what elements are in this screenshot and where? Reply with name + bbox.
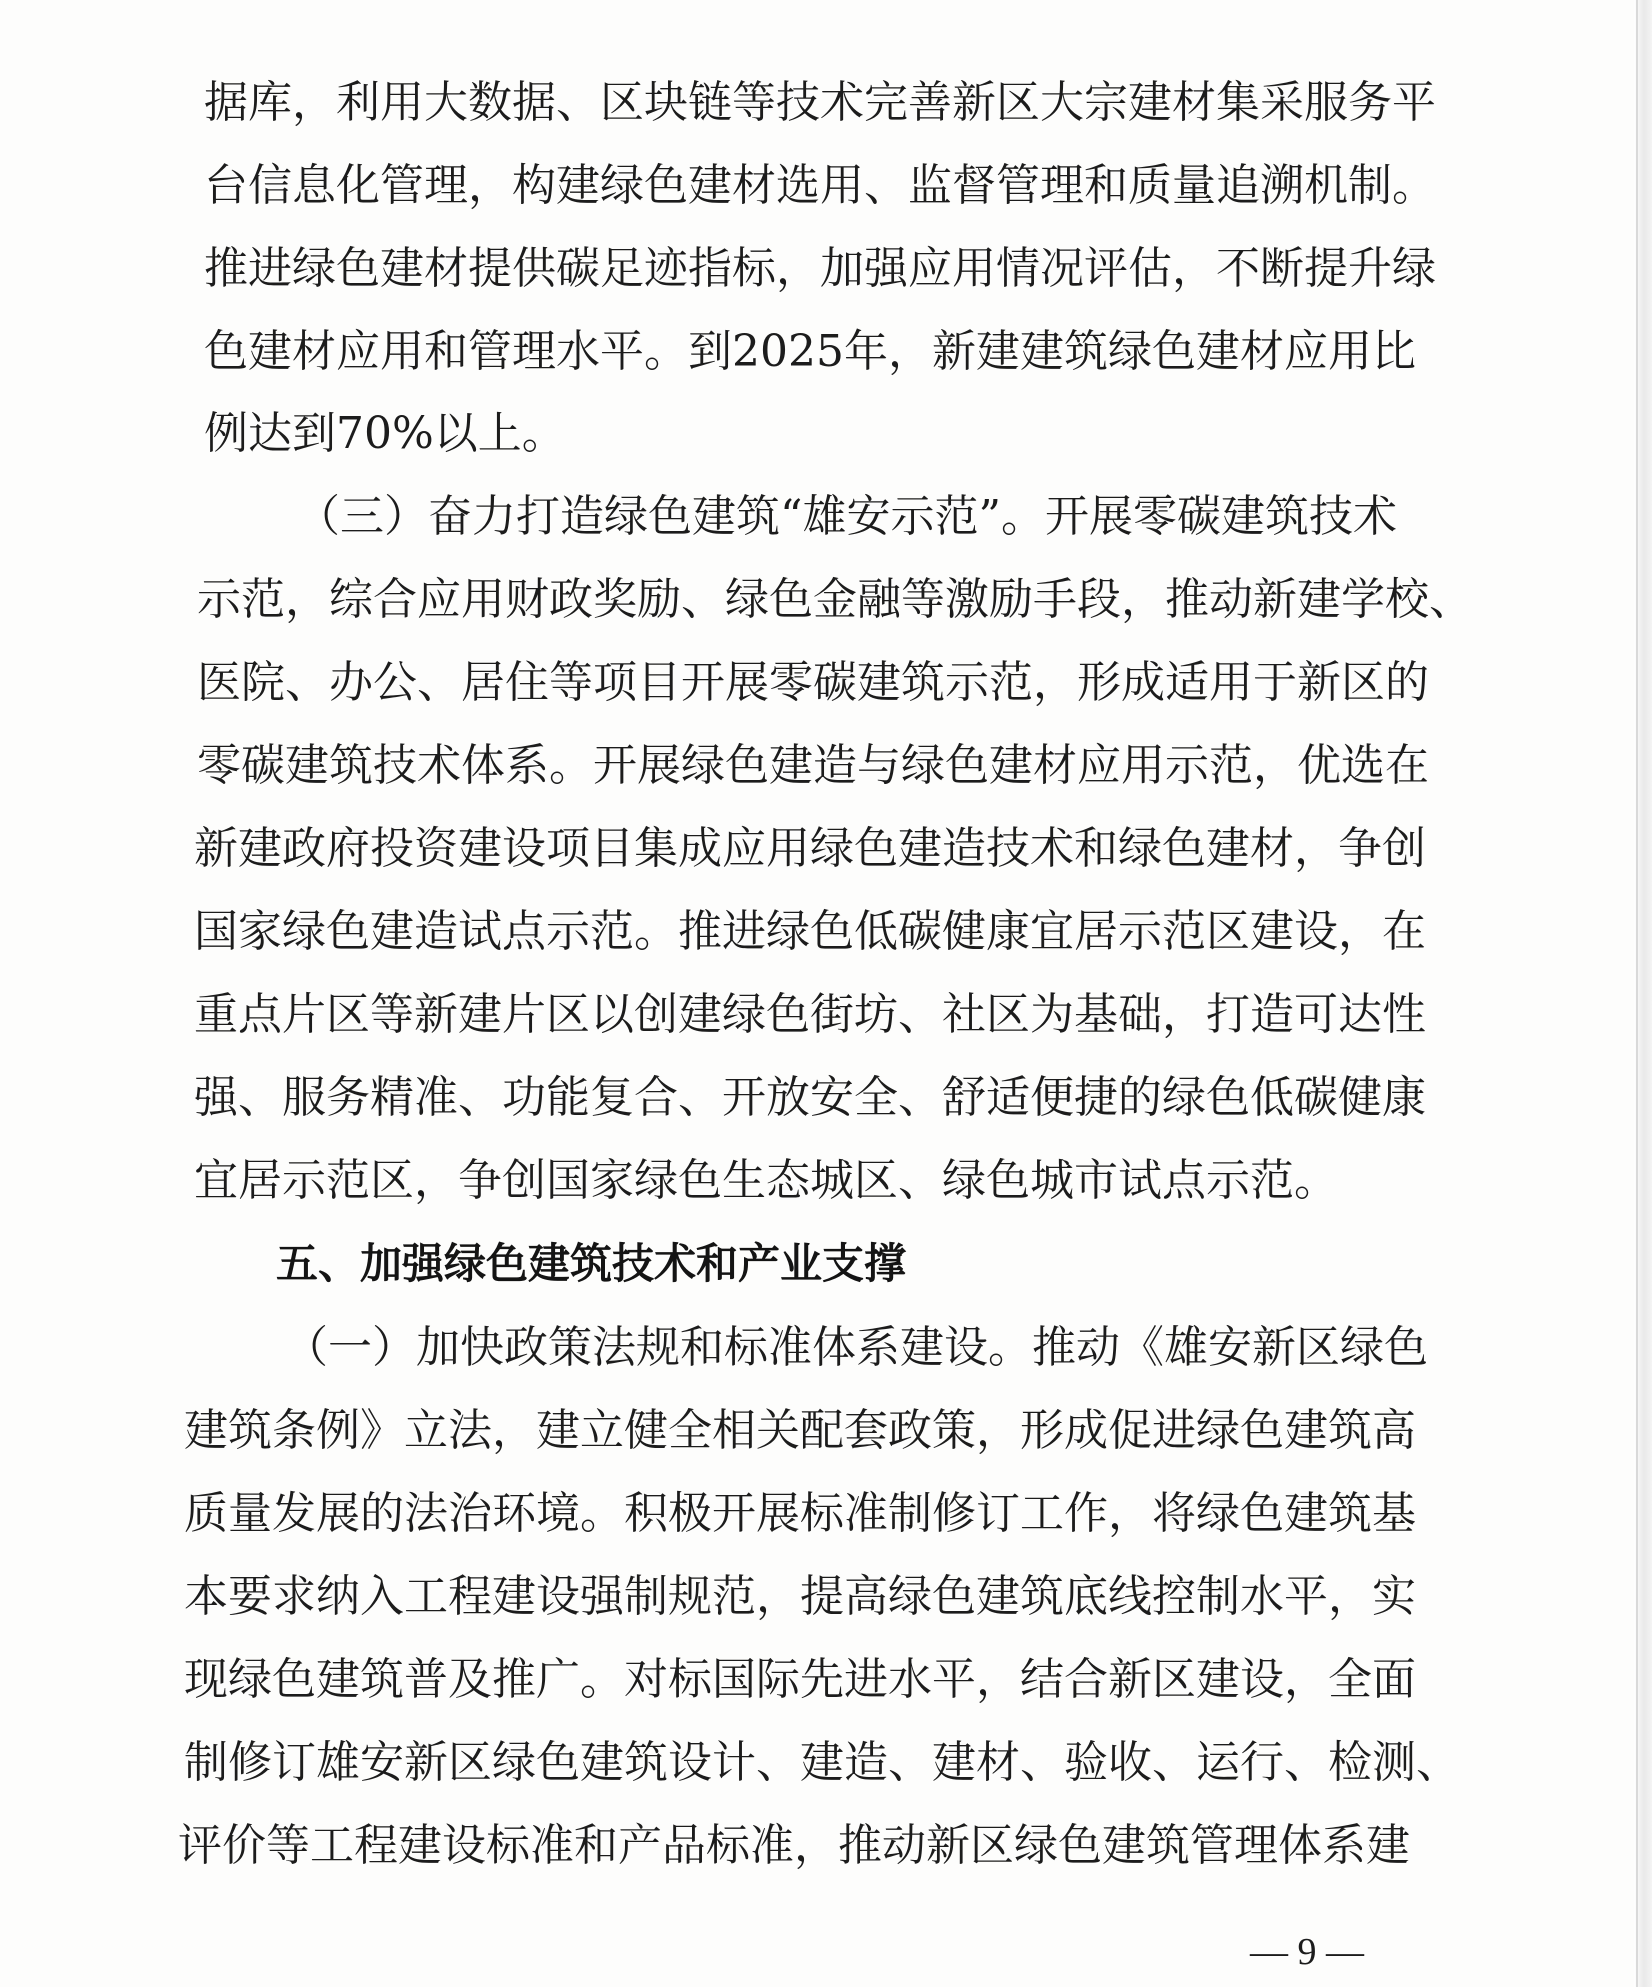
- text-line: 国家绿色建造试点示范。推进绿色低碳健康宜居示范区建设，在: [194, 906, 1426, 957]
- text-line: 本要求纳入工程建设强制规范，提高绿色建筑底线控制水平，实: [184, 1571, 1416, 1622]
- text-line: 例达到70%以上。: [204, 408, 566, 459]
- text-line: 宜居示范区，争创国家绿色生态城区、绿色城市试点示范。: [194, 1155, 1338, 1206]
- text-line: 台信息化管理，构建绿色建材选用、监督管理和质量追溯机制。: [204, 160, 1436, 211]
- text-line: 质量发展的法治环境。积极开展标准制修订工作，将绿色建筑基: [184, 1488, 1416, 1539]
- text-line: 零碳建筑技术体系。开展绿色建造与绿色建材应用示范，优选在: [197, 740, 1429, 791]
- text-line: 新建政府投资建设项目集成应用绿色建造技术和绿色建材，争创: [194, 823, 1426, 874]
- section-heading-3: （三）奋力打造绿色建筑“雄安示范”。开展零碳建筑技术: [296, 491, 1397, 542]
- text-line: 色建材应用和管理水平。到2025年，新建建筑绿色建材应用比: [204, 326, 1416, 377]
- page-number: — 9 —: [1250, 1931, 1364, 1973]
- text-line: 现绿色建筑普及推广。对标国际先进水平，结合新区建设，全面: [184, 1654, 1416, 1705]
- text-line: 重点片区等新建片区以创建绿色街坊、社区为基础，打造可达性: [194, 989, 1426, 1040]
- section-heading-1: （一）加快政策法规和标准体系建设。推动《雄安新区绿色: [284, 1322, 1428, 1373]
- text-line: 强、服务精准、功能复合、开放安全、舒适便捷的绿色低碳健康: [194, 1072, 1426, 1123]
- text-line: 建筑条例》立法，建立健全相关配套政策，形成促进绿色建筑高: [184, 1405, 1416, 1456]
- text-line: 医院、办公、居住等项目开展零碳建筑示范，形成适用于新区的: [197, 657, 1429, 708]
- text-line: 示范，综合应用财政奖励、绿色金融等激励手段，推动新建学校、: [197, 574, 1473, 625]
- text-line: 推进绿色建材提供碳足迹指标，加强应用情况评估，不断提升绿: [204, 243, 1436, 294]
- text-line: 制修订雄安新区绿色建筑设计、建造、建材、验收、运行、检测、: [184, 1737, 1460, 1788]
- text-line: 据库，利用大数据、区块链等技术完善新区大宗建材集采服务平: [204, 77, 1436, 128]
- text-line: 评价等工程建设标准和产品标准，推动新区绿色建筑管理体系建: [178, 1820, 1410, 1871]
- page-edge-line: [1636, 0, 1638, 1987]
- chapter-heading-5: 五、加强绿色建筑技术和产业支撑: [276, 1239, 907, 1288]
